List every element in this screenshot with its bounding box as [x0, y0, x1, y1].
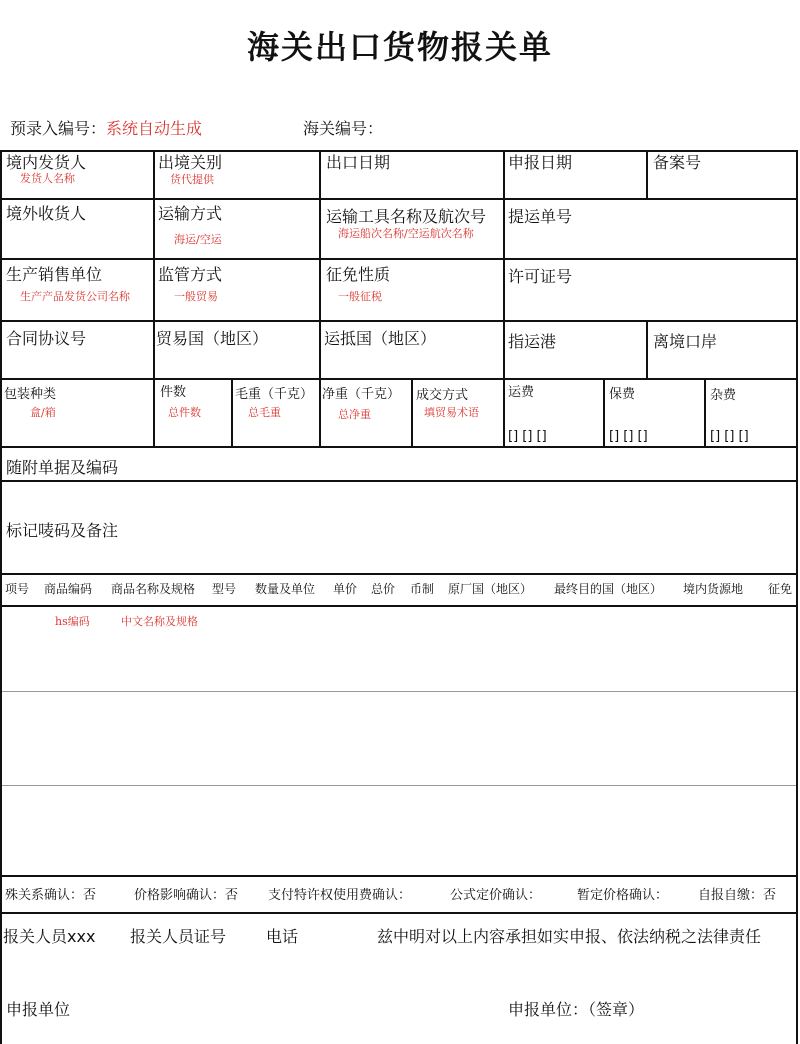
col-final-destination: 最终目的国（地区） [554, 582, 663, 596]
col-domestic-source: 境内货源地 [683, 582, 744, 596]
col-goods-name: 商品名称及规格 [111, 582, 196, 596]
marks-remarks-label: 标记唛码及备注 [6, 521, 119, 540]
declare-date-label: 申报日期 [508, 153, 573, 172]
dest-country-label: 运抵国（地区） [324, 329, 437, 348]
consignee-label: 境外收货人 [6, 204, 87, 223]
declaration-form [0, 150, 798, 1044]
liability-statement: 兹中明对以上内容承担如实申报、依法纳税之法律责任 [377, 927, 762, 946]
vessel-hint: 海运船次名称/空运航次名称 [338, 227, 474, 240]
declaring-unit-label: 申报单位 [6, 1000, 71, 1019]
tax-nature-hint: 一般征税 [338, 290, 382, 303]
trade-country-label: 贸易国（地区） [156, 329, 269, 348]
supervision-hint: 一般贸易 [174, 290, 218, 303]
gross-weight-label: 毛重（千克） [235, 387, 314, 402]
consignor-hint: 发货人名称 [20, 172, 75, 185]
hs-code-hint: hs编码 [55, 615, 90, 628]
gross-weight-hint: 总毛重 [248, 406, 281, 419]
attached-docs-label: 随附单据及编码 [6, 458, 119, 477]
record-no-label: 备案号 [653, 153, 702, 172]
col-total-price: 总价 [371, 582, 396, 596]
net-weight-label: 净重（千克） [322, 387, 401, 402]
net-weight-hint: 总净重 [338, 408, 371, 421]
col-tax-exemption: 征免 [768, 582, 793, 596]
special-relation-confirm: 殊关系确认：否 [5, 888, 97, 903]
declarant-label: 报关人员xxx [3, 927, 96, 946]
insurance-marks: [] [] [] [609, 429, 648, 444]
phone-label: 电话 [266, 927, 299, 946]
freight-label: 运费 [508, 385, 535, 400]
bl-no-label: 提运单号 [508, 207, 573, 226]
terms-label: 成交方式 [416, 388, 469, 403]
producer-label: 生产销售单位 [6, 265, 103, 284]
license-no-label: 许可证号 [508, 267, 573, 286]
consignor-label: 境内发货人 [6, 153, 87, 172]
col-item-no: 项号 [5, 582, 30, 596]
col-model: 型号 [212, 582, 237, 596]
insurance-label: 保费 [609, 387, 636, 402]
package-hint: 盒/箱 [30, 406, 56, 419]
vessel-label: 运输工具名称及航次号 [326, 207, 487, 226]
royalty-confirm: 支付特许权使用费确认： [268, 888, 412, 903]
customs-number-label: 海关编号： [303, 119, 384, 138]
pre-entry-number [10, 116, 202, 139]
port-label: 指运港 [508, 332, 557, 351]
pieces-hint: 总件数 [168, 406, 201, 419]
contract-no-label: 合同协议号 [6, 329, 87, 348]
formula-price-confirm: 公式定价确认： [450, 888, 542, 903]
misc-marks: [] [] [] [710, 429, 749, 444]
col-hs-code: 商品编码 [44, 582, 93, 596]
price-impact-confirm: 价格影响确认：否 [134, 888, 239, 903]
terms-hint: 填贸易术语 [424, 406, 479, 419]
package-label: 包装种类 [4, 387, 57, 402]
pre-entry-label: 预录入编号： [10, 119, 107, 138]
declarant-cert-label: 报关人员证号 [130, 927, 227, 946]
self-declare-confirm: 自报自缴：否 [698, 888, 777, 903]
transport-mode-label: 运输方式 [158, 204, 223, 223]
supervision-label: 监管方式 [158, 265, 223, 284]
provisional-price-confirm: 暂定价格确认： [577, 888, 669, 903]
producer-hint: 生产产品发货公司名称 [20, 290, 130, 303]
col-qty-unit: 数量及单位 [255, 582, 316, 596]
transport-mode-hint: 海运/空运 [174, 233, 222, 246]
col-currency: 币制 [410, 582, 435, 596]
page-title: 海关出口货物报关单 [246, 28, 553, 66]
col-unit-price: 单价 [333, 582, 358, 596]
exit-customs-hint: 货代提供 [170, 173, 214, 186]
export-date-label: 出口日期 [326, 153, 391, 172]
goods-name-hint: 中文名称及规格 [121, 615, 198, 628]
misc-label: 杂费 [710, 388, 737, 403]
exit-customs-label: 出境关别 [158, 153, 223, 172]
exit-port-label: 离境口岸 [653, 332, 718, 351]
pre-entry-value: 系统自动生成 [106, 119, 203, 138]
tax-nature-label: 征免性质 [326, 265, 391, 284]
col-origin-country: 原厂国（地区） [448, 582, 533, 596]
declaring-unit-seal: 申报单位：（签章） [508, 1000, 645, 1019]
pieces-label: 件数 [160, 385, 187, 400]
freight-marks: [] [] [] [508, 429, 547, 444]
